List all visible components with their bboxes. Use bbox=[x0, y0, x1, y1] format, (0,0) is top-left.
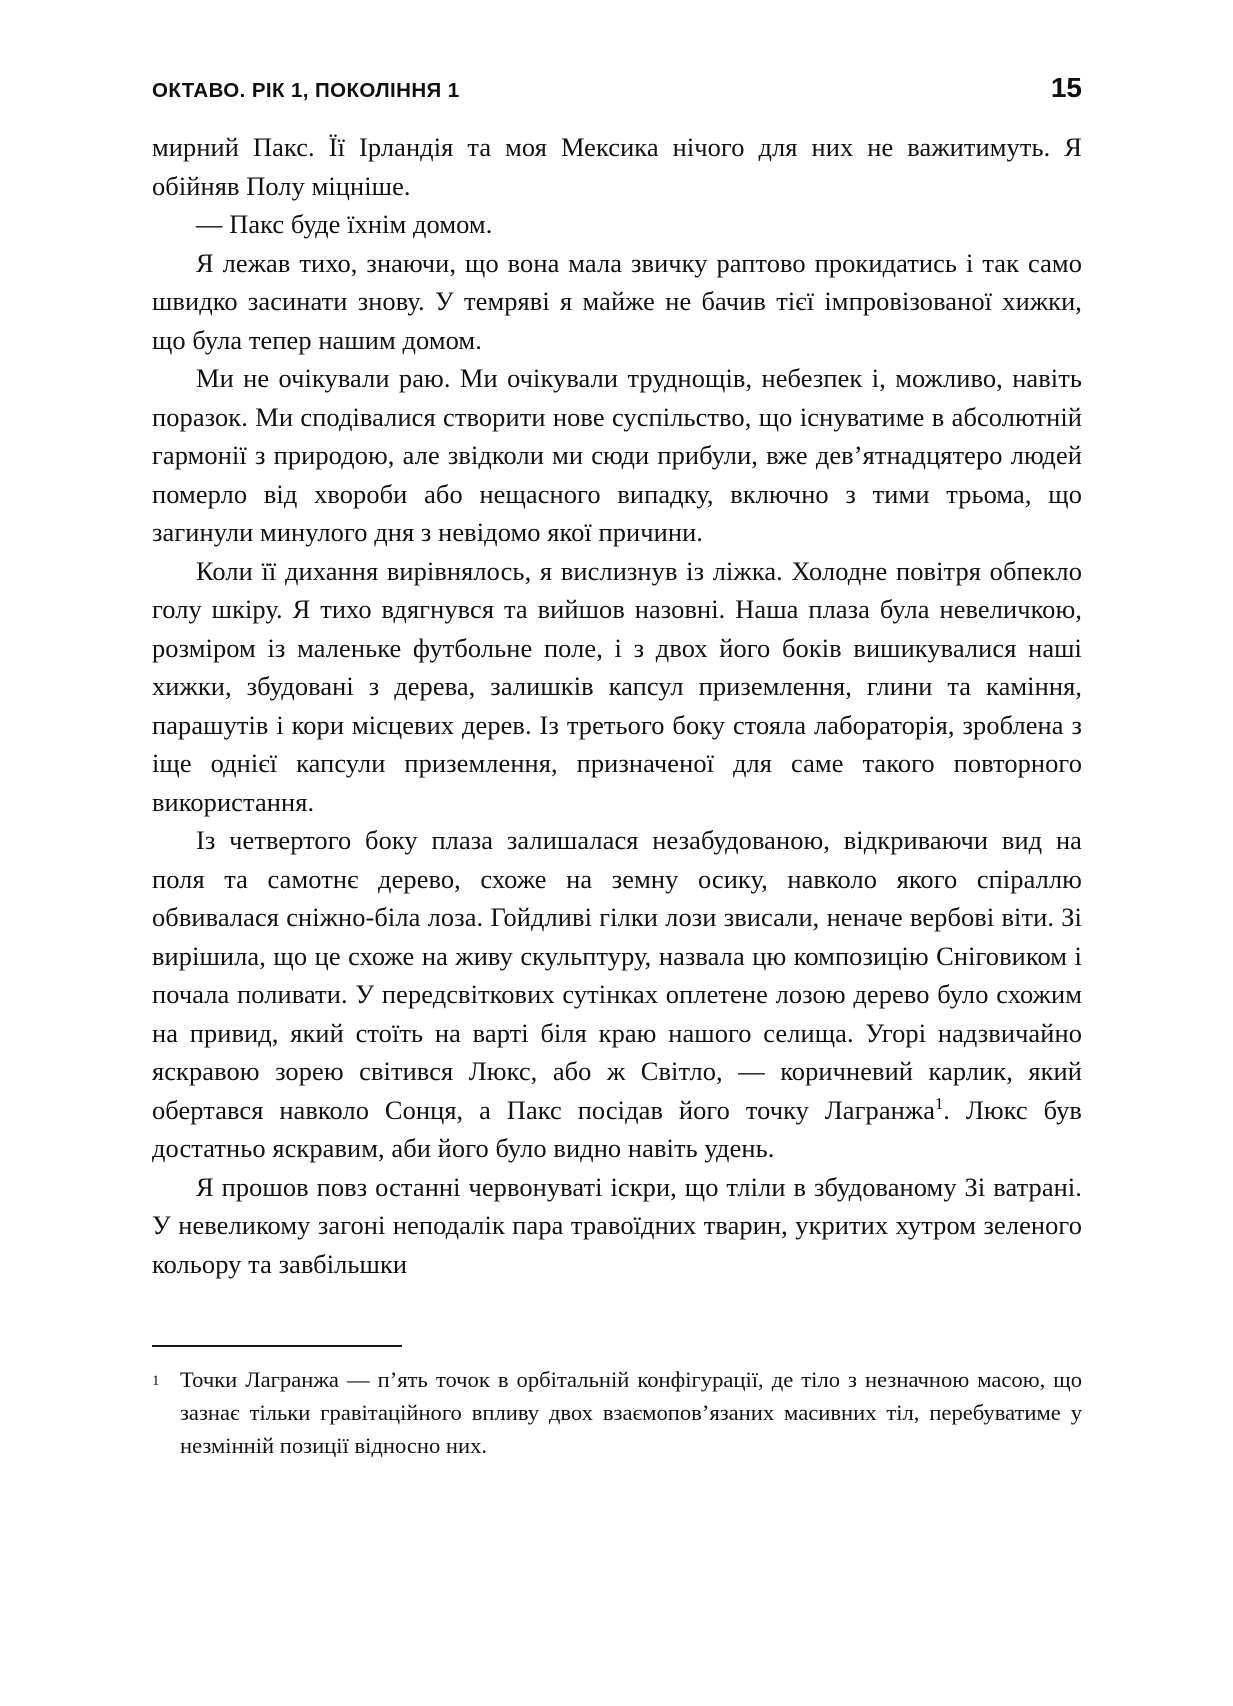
paragraph: мирний Пакс. Її Ірландія та моя Мексика нічого для них не важитимуть. Я обійняв Полу міцніше. bbox=[152, 132, 1082, 201]
page-header bbox=[152, 72, 1082, 104]
paragraph-dialogue: — Пакс буде їхнім домом. bbox=[196, 209, 493, 239]
paragraph-with-footnote-ref bbox=[152, 821, 1082, 1168]
running-head: ОКТАВО. РІК 1, ПОКОЛІННЯ 1 bbox=[152, 79, 460, 102]
paragraph-text: Із четвертого боку плаза залишалася незабудованою, відкриваючи вид на поля та самотнє дерево, схоже на земну осику, навколо якого спіраллю обвивалася сніжно-біла лоза. Гойдливі гілки лози звисали, неначе вербові віти. Зі вирішила, що це схоже на живу скульптуру, назвала цю композицію Сніговиком і почала поливати. У передсвіткових сутінках оплетене лозою дерево було схожим на привид, який стоїть на варті біля краю нашого селища. Угорі надзвичайно яскравою зорею світився Люкс, або ж Світло, — коричневий карлик, який обертався навколо Сонця, а Пакс посідав його точку Лагранжа bbox=[152, 825, 1082, 1125]
body-text bbox=[152, 128, 1082, 1283]
paragraph: Я лежав тихо, знаючи, що вона мала звичку раптово прокидатись і так само швидко засинати знову. У темряві я майже не бачив тієї імпровізованої хижки, що була тепер нашим домом. bbox=[152, 247, 1082, 355]
paragraph: Ми не очікували раю. Ми очікували труднощів, небезпек і, можливо, навіть поразок. Ми сподівалися створити нове суспільство, що існуватиме в абсолютній гармонії з природою, але звідколи ми сюди прибули, вже дев’ятнадцятеро людей померло від хвороби або нещасного випадку, включно з тими трьома, що загинули минулого дня з невідомо якої причини. bbox=[152, 363, 1082, 547]
footnote-number: 1 bbox=[152, 1373, 160, 1389]
footnote-reference-marker[interactable]: 1 bbox=[935, 1093, 944, 1113]
paragraph: Я прошов повз останні червонуваті іскри, що тліли в збудованому Зі ватрані. У невеликому загоні неподалік пара травоїдних тварин, укритих хутром зеленого кольору та завбільшки bbox=[152, 1171, 1082, 1279]
footnote-text: Точки Лагранжа — п’ять точок в орбітальній конфігурації, де тіло з незначною масою, що зазнає тільки гравітаційного впливу двох взаємопов’язаних масивних тіл, перебуватиме у незмінній позиції відносно них. bbox=[180, 1367, 1082, 1458]
paragraph-text-tail: . Люкс був достатньо яскравим, аби його було видно навіть удень. bbox=[152, 1094, 1082, 1163]
page-number: 15 bbox=[1050, 72, 1082, 103]
paragraph: Коли її дихання вирівнялось, я вислизнув із ліжка. Холодне повітря обпекло голу шкіру. Я тихо вдягнувся та вийшов назовні. Наша плаза була невеличкою, розміром із маленьке футбольне поле, і з двох його боків вишикувалися наші хижки, збудовані з дерева, залишків капсул приземлення, глини та каміння, парашутів і кори місцевих дерев. Із третього боку стояла лабораторія, зроблена з іще однієї капсули приземлення, призначеної для саме такого повторного використання. bbox=[152, 555, 1082, 817]
footnote bbox=[152, 1363, 1082, 1462]
footnote-area bbox=[152, 1345, 1082, 1462]
footnote-separator-rule bbox=[152, 1345, 402, 1347]
